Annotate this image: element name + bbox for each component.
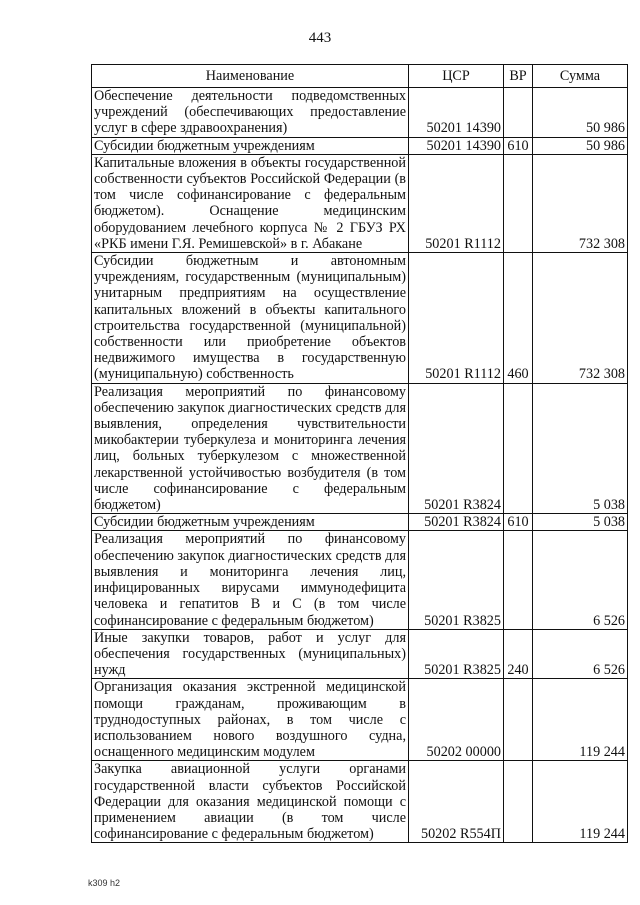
row-csr: 50202 00000 (409, 679, 504, 761)
budget-table (91, 64, 628, 843)
row-sum: 732 308 (533, 253, 628, 384)
table-row (92, 531, 628, 629)
row-sum: 6 526 (533, 629, 628, 679)
row-sum: 50 986 (533, 88, 628, 138)
row-csr: 50202 R554П (409, 761, 504, 843)
row-vr (504, 154, 533, 252)
footer-code: k309 h2 (88, 878, 121, 888)
row-vr (504, 88, 533, 138)
row-csr: 50201 R3825 (409, 629, 504, 679)
row-vr: 460 (504, 253, 533, 384)
row-name: Иные закупки товаров, работ и услуг для обеспечения государственных (муниципальных) нужд (92, 629, 409, 679)
header-sum: Сумма (533, 65, 628, 88)
row-sum: 119 244 (533, 761, 628, 843)
table-row (92, 137, 628, 154)
table-header-row (92, 65, 628, 88)
row-name: Субсидии бюджетным учреждениям (92, 514, 409, 531)
table-row (92, 629, 628, 679)
row-sum: 50 986 (533, 137, 628, 154)
row-name: Субсидии бюджетным и автономным учреждениям, государственным (муниципальным) унитарным предприятиям на осуществление капитальных вложений в объекты капитального строительства государственной (муниципальной) собственности или приобретение объектов недвижимого имущества в государственную (муниципальную) собственность (92, 253, 409, 384)
row-name: Организация оказания экстренной медицинской помощи гражданам, проживающим в труднодоступных районах, в том числе с использованием нового воздушного судна, оснащенного медицинским модулем (92, 679, 409, 761)
row-csr: 50201 R1112 (409, 154, 504, 252)
row-sum: 732 308 (533, 154, 628, 252)
row-name: Реализация мероприятий по финансовому обеспечению закупок диагностических средств для выявления, определения чувствительности микобактерии туберкулеза и мониторинга лечения лиц, больных туберкулезом с множественной лекарственной устойчивостью возбудителя (в том числе софинансирование с федеральным бюджетом) (92, 383, 409, 514)
row-vr: 240 (504, 629, 533, 679)
row-csr: 50201 14390 (409, 88, 504, 138)
table-row (92, 154, 628, 252)
header-csr: ЦСР (409, 65, 504, 88)
row-vr: 610 (504, 137, 533, 154)
table-row (92, 679, 628, 761)
page-number: 443 (308, 30, 332, 46)
row-vr (504, 531, 533, 629)
row-sum: 119 244 (533, 679, 628, 761)
row-name: Обеспечение деятельности подведомственных учреждений (обеспечивающих предоставление услуг в сфере здравоохранения) (92, 88, 409, 138)
row-csr: 50201 R3824 (409, 514, 504, 531)
row-csr: 50201 R3824 (409, 383, 504, 514)
header-name: Наименование (92, 65, 409, 88)
row-csr: 50201 14390 (409, 137, 504, 154)
row-sum: 5 038 (533, 383, 628, 514)
row-csr: 50201 R3825 (409, 531, 504, 629)
row-sum: 5 038 (533, 514, 628, 531)
row-name: Капитальные вложения в объекты государственной собственности субъектов Российской Федерации (в том числе софинансирование с федеральным бюджетом). Оснащение медицинским оборудованием лечебного корпуса № 2 ГБУЗ РХ «РКБ имени Г.Я. Ремишевской» в г. Абакане (92, 154, 409, 252)
table-row (92, 383, 628, 514)
row-csr: 50201 R1112 (409, 253, 504, 384)
table-row (92, 761, 628, 843)
row-name: Закупка авиационной услуги органами государственной власти субъектов Российской Федерации для оказания медицинской помощи с применением авиации (в том числе софинансирование с федеральным бюджетом) (92, 761, 409, 843)
row-vr: 610 (504, 514, 533, 531)
row-vr (504, 679, 533, 761)
row-vr (504, 383, 533, 514)
table-row (92, 88, 628, 138)
row-name: Субсидии бюджетным учреждениям (92, 137, 409, 154)
table-row (92, 514, 628, 531)
row-vr (504, 761, 533, 843)
header-vr: ВР (504, 65, 533, 88)
table-row (92, 253, 628, 384)
row-sum: 6 526 (533, 531, 628, 629)
row-name: Реализация мероприятий по финансовому обеспечению закупок диагностических средств для выявления и мониторинга лечения лиц, инфицированных вирусами иммунодефицита человека и гепатитов В и С (в том числе софинансирование с федеральным бюджетом) (92, 531, 409, 629)
